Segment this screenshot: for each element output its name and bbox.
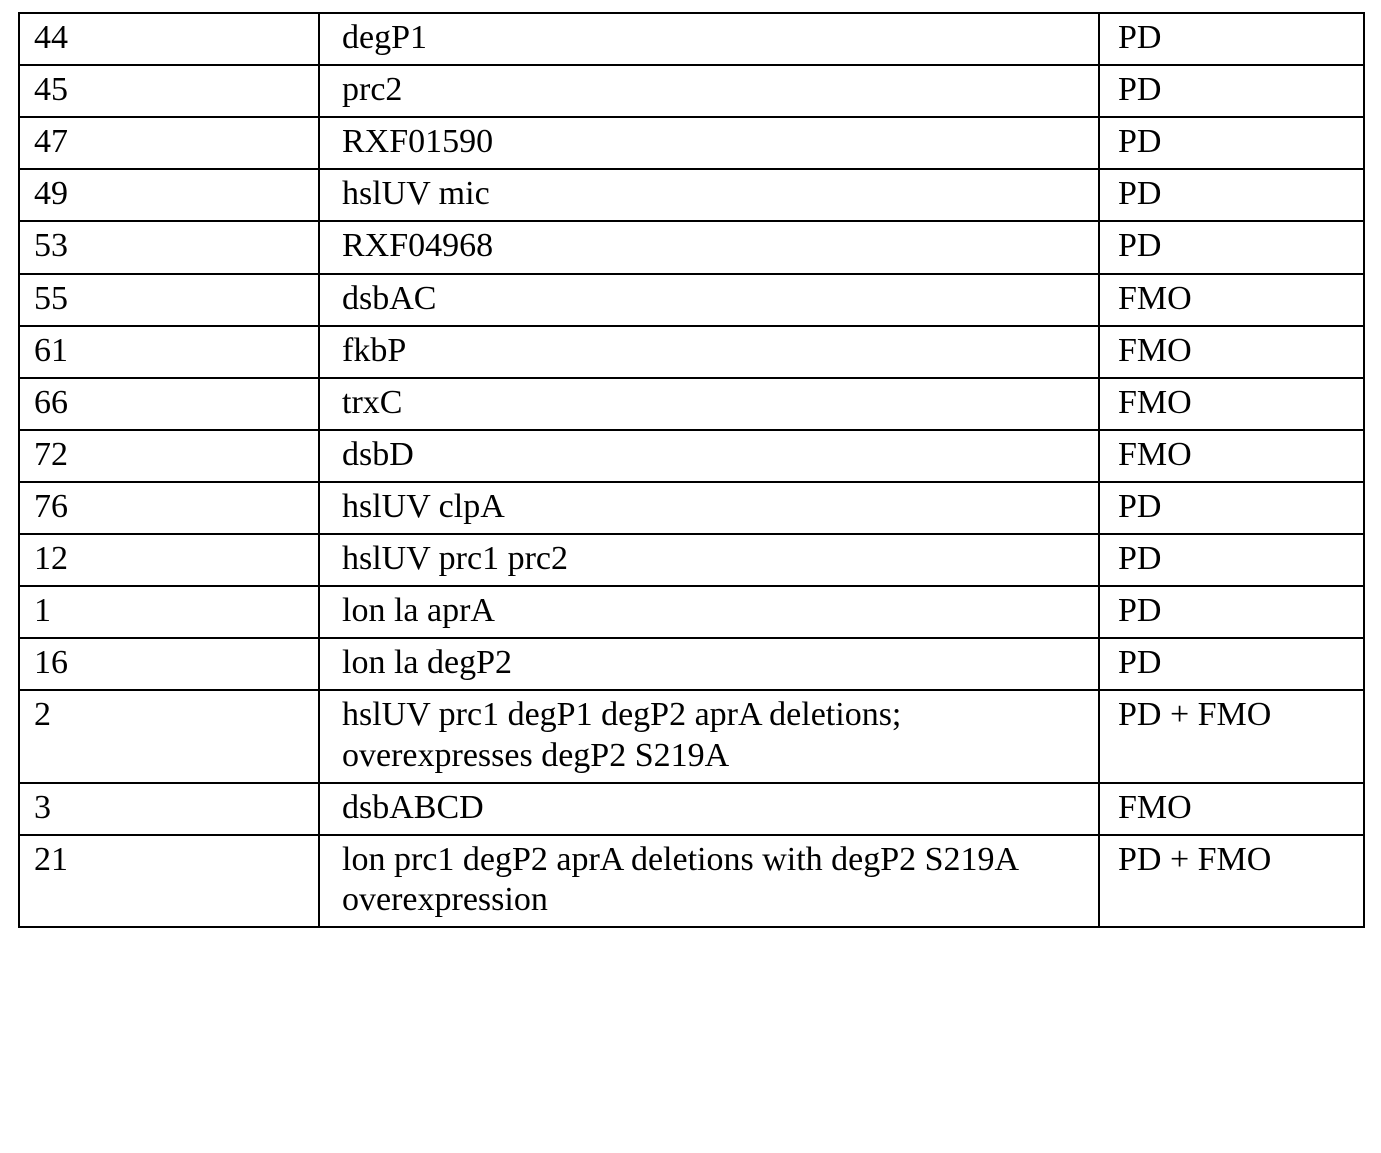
- row-type: FMO: [1118, 435, 1192, 473]
- row-type: PD: [1118, 487, 1162, 525]
- table-row: [19, 690, 1364, 782]
- row-id: 53: [34, 227, 68, 265]
- row-id: 55: [34, 279, 68, 317]
- table-cell-description: [319, 274, 1099, 326]
- row-description: lon la degP2: [342, 644, 512, 682]
- row-type: PD: [1118, 123, 1162, 161]
- row-id: 72: [34, 435, 68, 473]
- row-id: 76: [34, 487, 68, 525]
- table-cell-type: [1099, 430, 1364, 482]
- row-description: prc2: [342, 71, 403, 109]
- table-cell-type: [1099, 482, 1364, 534]
- row-id: 1: [34, 592, 51, 630]
- row-id: 47: [34, 123, 68, 161]
- row-type: PD + FMO: [1118, 840, 1272, 878]
- table-cell-type: [1099, 274, 1364, 326]
- row-id: 12: [34, 540, 68, 578]
- table-cell-id: [19, 221, 319, 273]
- row-description: lon la aprA: [342, 592, 495, 630]
- table-row: [19, 326, 1364, 378]
- table-cell-type: [1099, 638, 1364, 690]
- table-cell-type: [1099, 835, 1364, 927]
- table-row: [19, 430, 1364, 482]
- table-cell-type: [1099, 534, 1364, 586]
- document-page: [0, 12, 1381, 1153]
- table-cell-type: [1099, 378, 1364, 430]
- table-row: [19, 274, 1364, 326]
- table-row: [19, 65, 1364, 117]
- table-row: [19, 534, 1364, 586]
- row-description: fkbP: [342, 331, 407, 369]
- table-cell-type: [1099, 221, 1364, 273]
- table-cell-type: [1099, 13, 1364, 65]
- table-cell-description: [319, 482, 1099, 534]
- table-cell-id: [19, 65, 319, 117]
- table-cell-type: [1099, 117, 1364, 169]
- table-cell-description: [319, 65, 1099, 117]
- strain-table: [18, 12, 1365, 928]
- row-id: 45: [34, 71, 68, 109]
- row-description: hslUV clpA: [342, 487, 505, 525]
- row-description: dsbD: [342, 435, 414, 473]
- table-cell-id: [19, 835, 319, 927]
- row-type: PD: [1118, 175, 1162, 213]
- table-cell-type: [1099, 326, 1364, 378]
- table-cell-description: [319, 169, 1099, 221]
- table-cell-id: [19, 274, 319, 326]
- table-cell-id: [19, 690, 319, 782]
- table-cell-id: [19, 482, 319, 534]
- row-type: PD + FMO: [1118, 696, 1272, 734]
- table-row: [19, 638, 1364, 690]
- table-cell-description: [319, 378, 1099, 430]
- row-id: 3: [34, 788, 51, 826]
- table-cell-type: [1099, 690, 1364, 782]
- table-body: [19, 13, 1364, 927]
- row-id: 44: [34, 19, 68, 56]
- table-cell-id: [19, 117, 319, 169]
- table-cell-description: [319, 221, 1099, 273]
- table-row: [19, 482, 1364, 534]
- row-type: PD: [1118, 71, 1162, 109]
- row-type: FMO: [1118, 383, 1192, 421]
- table-cell-type: [1099, 783, 1364, 835]
- table-row: [19, 221, 1364, 273]
- row-description: lon prc1 degP2 aprA deletions with degP2 S219A overexpression: [342, 840, 1018, 918]
- table-cell-description: [319, 430, 1099, 482]
- row-description: trxC: [342, 383, 403, 421]
- row-id: 49: [34, 175, 68, 213]
- table-row: [19, 835, 1364, 927]
- row-type: PD: [1118, 540, 1162, 578]
- row-id: 66: [34, 383, 68, 421]
- table-cell-id: [19, 638, 319, 690]
- table-cell-id: [19, 783, 319, 835]
- table-cell-type: [1099, 169, 1364, 221]
- table-cell-description: [319, 117, 1099, 169]
- table-cell-description: [319, 534, 1099, 586]
- table-row: [19, 169, 1364, 221]
- row-id: 61: [34, 331, 68, 369]
- table-cell-id: [19, 430, 319, 482]
- row-description: RXF01590: [342, 123, 494, 161]
- row-description: dsbAC: [342, 279, 437, 317]
- table-cell-type: [1099, 65, 1364, 117]
- row-description: degP1: [342, 19, 427, 56]
- table-cell-id: [19, 169, 319, 221]
- table-row: [19, 13, 1364, 65]
- table-cell-id: [19, 586, 319, 638]
- table-cell-id: [19, 378, 319, 430]
- row-type: PD: [1118, 644, 1162, 682]
- table-cell-description: [319, 638, 1099, 690]
- table-cell-type: [1099, 586, 1364, 638]
- table-row: [19, 117, 1364, 169]
- table-cell-description: [319, 586, 1099, 638]
- row-type: FMO: [1118, 331, 1192, 369]
- table-cell-description: [319, 13, 1099, 65]
- table-cell-description: [319, 690, 1099, 782]
- row-description: dsbABCD: [342, 788, 484, 826]
- table-cell-description: [319, 835, 1099, 927]
- row-id: 2: [34, 696, 51, 734]
- row-type: PD: [1118, 227, 1162, 265]
- table-cell-description: [319, 326, 1099, 378]
- row-id: 16: [34, 644, 68, 682]
- row-description: RXF04968: [342, 227, 494, 265]
- row-id: 21: [34, 840, 68, 878]
- table-cell-id: [19, 534, 319, 586]
- row-type: FMO: [1118, 279, 1192, 317]
- row-description: hslUV prc1 degP1 degP2 aprA deletions; overexpresses degP2 S219A: [342, 696, 902, 774]
- row-description: hslUV mic: [342, 175, 490, 213]
- table-row: [19, 378, 1364, 430]
- row-type: PD: [1118, 592, 1162, 630]
- table-cell-description: [319, 783, 1099, 835]
- row-type: PD: [1118, 19, 1162, 56]
- table-row: [19, 586, 1364, 638]
- table-row: [19, 783, 1364, 835]
- table-cell-id: [19, 326, 319, 378]
- table-cell-id: [19, 13, 319, 65]
- row-type: FMO: [1118, 788, 1192, 826]
- row-description: hslUV prc1 prc2: [342, 540, 568, 578]
